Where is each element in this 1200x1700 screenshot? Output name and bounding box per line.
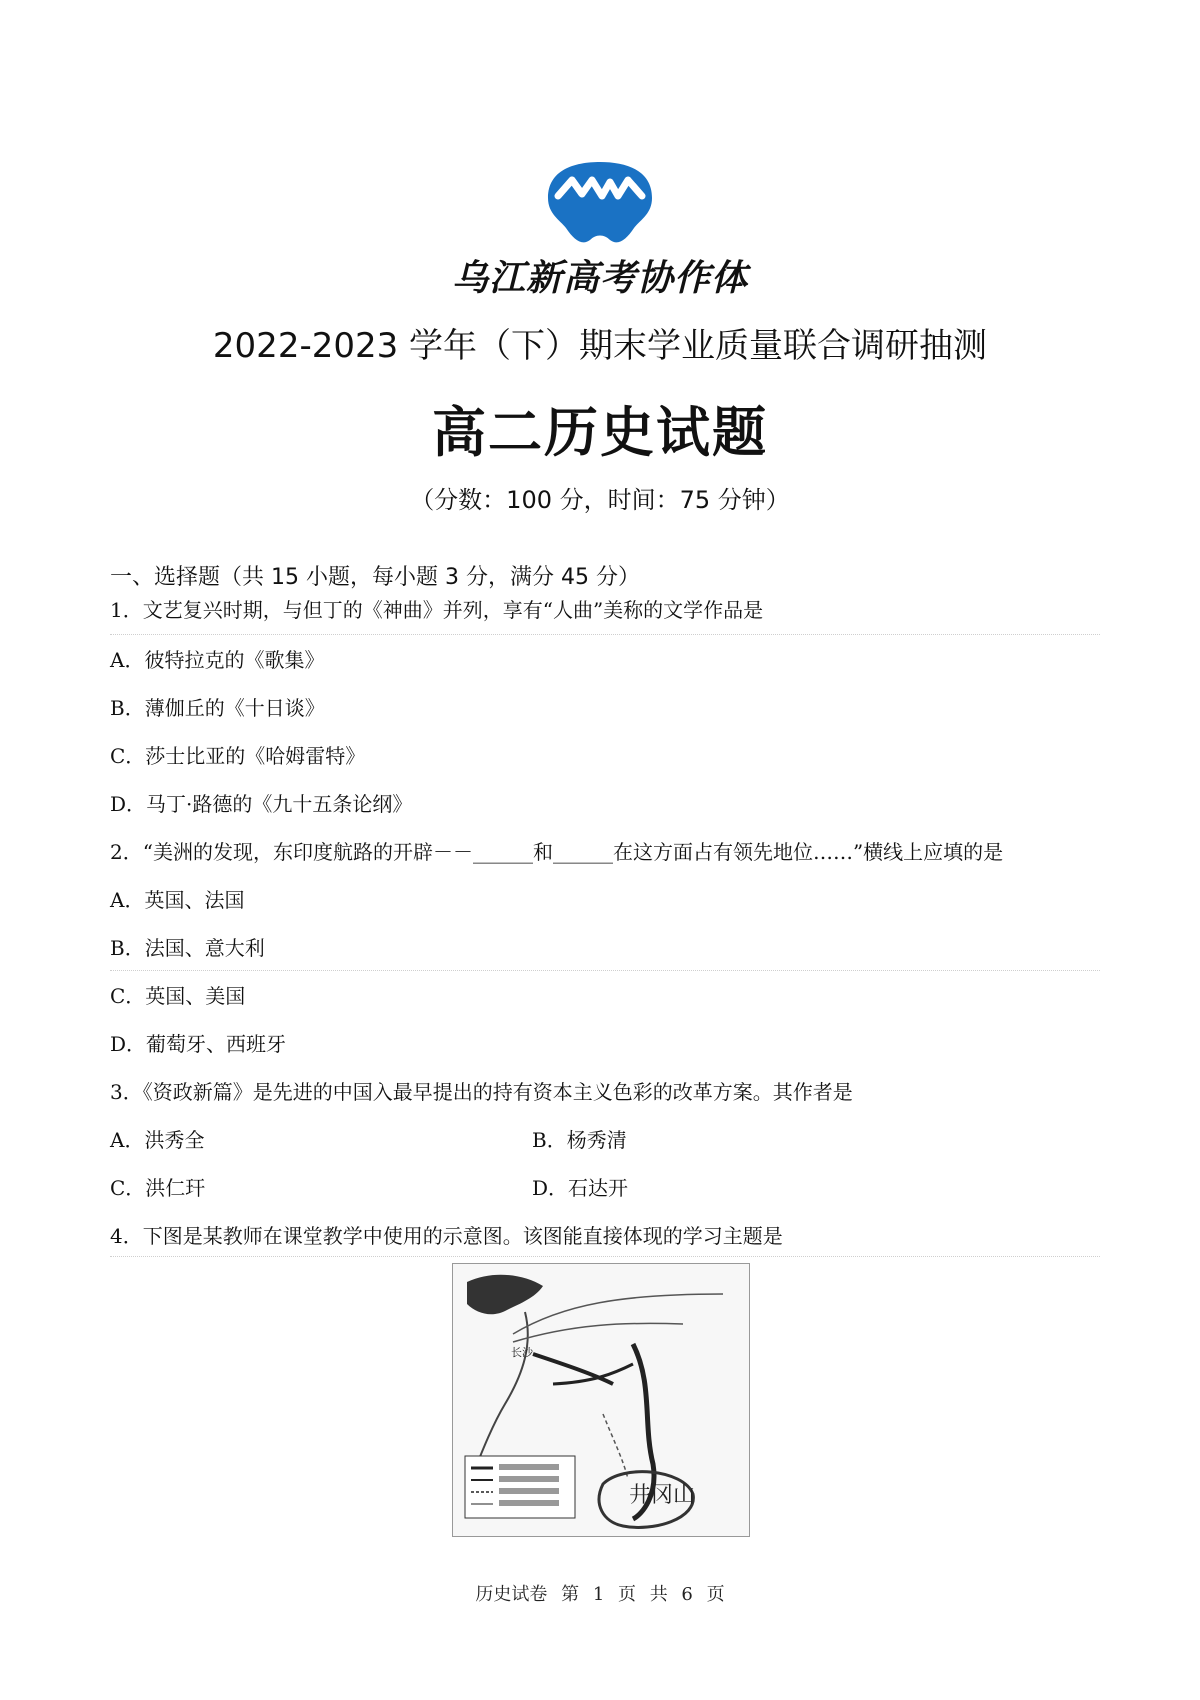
question-2-option-b: B．法国、意大利 [110, 936, 265, 960]
question-1-stem: 1．文艺复兴时期，与但丁的《神曲》并列，享有“人曲”美称的文学作品是 [110, 598, 764, 622]
exam-title: 2022-2023 学年（下）期末学业质量联合调研抽测 [212, 326, 988, 366]
question-1-option-a: A．彼特拉克的《歌集》 [110, 648, 325, 672]
organization-name: 乌江新高考协作体 [451, 258, 748, 299]
question-3-option-b: B．杨秀清 [532, 1128, 627, 1152]
route-map-drawing [453, 1264, 749, 1536]
organization-logo [540, 158, 660, 250]
question-1-option-b: B．薄伽丘的《十日谈》 [110, 696, 325, 720]
question-2-option-a: A．英国、法国 [110, 888, 245, 912]
question-3-option-d: D．石达开 [532, 1176, 629, 1200]
section-heading: 一、选择题（共 15 小题，每小题 3 分，满分 45 分） [110, 565, 640, 590]
page-footer: 历史试卷 第 1 页 共 6 页 [475, 1584, 725, 1605]
question-2-option-c: C．英国、美国 [110, 984, 246, 1008]
question-2-stem: 2．“美洲的发现，东印度航路的开辟－－______和______在这方面占有领先地位……”横线上应填的是 [110, 840, 1004, 864]
subject-title: 高二历史试题 [432, 401, 768, 464]
question-1-option-c: C．莎士比亚的《哈姆雷特》 [110, 744, 366, 768]
question-3-stem: 3．《资政新篇》是先进的中国入最早提出的持有资本主义色彩的改革方案。其作者是 [110, 1080, 853, 1104]
question-3-option-c: C．洪仁玕 [110, 1176, 206, 1200]
route-map-figure [452, 1263, 750, 1537]
map-label-jinggangshan: 井冈山 [629, 1483, 696, 1508]
map-label-changsha: 长沙 [511, 1346, 533, 1359]
question-1-option-d: D．马丁·路德的《九十五条论纲》 [110, 792, 413, 816]
question-2-option-d: D．葡萄牙、西班牙 [110, 1032, 287, 1056]
score-time-info: （分数：100 分，时间：75 分钟） [410, 486, 790, 514]
divider [110, 634, 1100, 635]
divider [110, 970, 1100, 971]
question-4-stem: 4．下图是某教师在课堂教学中使用的示意图。该图能直接体现的学习主题是 [110, 1224, 783, 1248]
question-3-option-a: A．洪秀全 [110, 1128, 205, 1152]
divider [110, 1256, 1100, 1257]
